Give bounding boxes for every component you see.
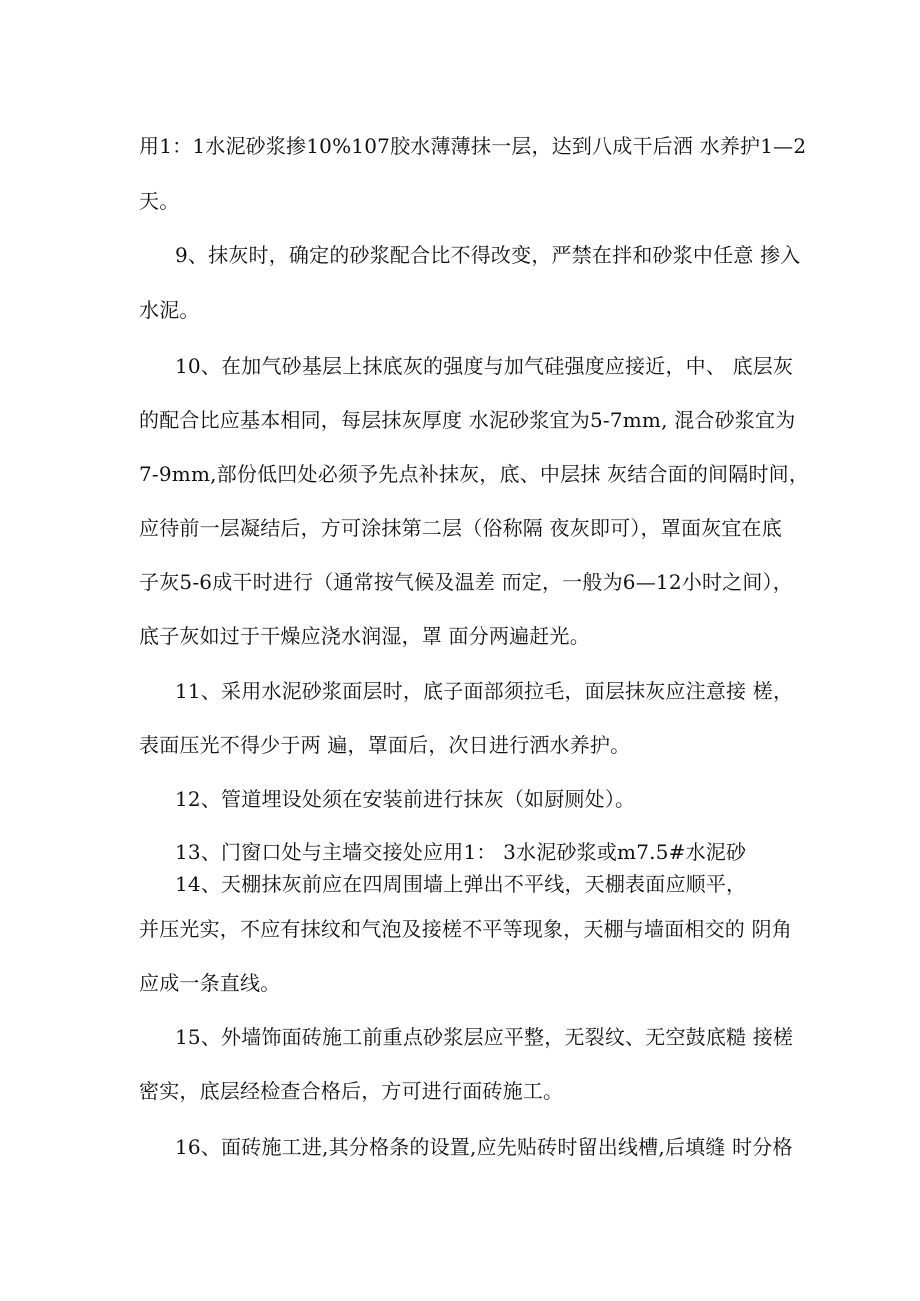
text-line-20: 16、面砖施工进,其分格条的设置,应先贴砖时留出线槽,后填缝 时分格 (175, 1135, 793, 1159)
text-line-13: 12、管道埋设处须在安装前进行抹灰（如厨厕处）。 (175, 787, 636, 811)
text-line-9: 子灰5-6成干时进行（通常按气候及温差 而定，一般为6—12小时之间）， (139, 570, 793, 594)
text-line-2: 天。 (139, 189, 180, 213)
text-line-10: 底子灰如过于干燥应浇水润湿，罩 面分两遍赶光。 (139, 624, 590, 648)
text-line-4: 水泥。 (139, 298, 200, 322)
text-line-15: 14、天棚抹灰前应在四周围墙上弹出不平线，天棚表面应顺平， (175, 872, 747, 896)
text-line-8: 应待前一层凝结后，方可涂抹第二层（俗称隔 夜灰即可），罩面灰宜在底 (139, 516, 782, 540)
text-line-12: 表面压光不得少于两 遍，罩面后，次日进行洒水养护。 (139, 733, 631, 757)
text-line-1: 用1：1水泥砂浆掺10%107胶水薄薄抹一层，达到八成干后洒 水养护1—2 (139, 134, 807, 158)
text-line-7: 7-9mm,部份低凹处必须予先点补抹灰，底、中层抹 灰结合面的间隔时间， (139, 462, 810, 486)
text-line-11: 11、采用水泥砂浆面层时，底子面部须拉毛，面层抹灰应注意接 槎， (175, 679, 794, 703)
text-line-5: 10、在加气砂基层上抹底灰的强度与加气硅强度应接近，中、 底层灰 (175, 354, 794, 378)
text-line-19: 密实，底层经检查合格后，方可进行面砖施工。 (139, 1079, 564, 1103)
text-line-6: 的配合比应基本相同，每层抹灰厚度 水泥砂浆宜为5-7mm, 混合砂浆宜为 (139, 408, 796, 432)
text-line-18: 15、外墙饰面砖施工前重点砂浆层应平整，无裂纹、无空鼓底糙 接槎 (175, 1025, 794, 1049)
text-line-14: 13、门窗口处与主墙交接处应用1： 3水泥砂浆或m7.5#水泥砂 (175, 840, 747, 864)
text-line-16: 并压光实，不应有抹纹和气泡及接槎不平等现象，天棚与墙面相交的 阴角 (139, 917, 792, 941)
text-line-17: 应成一条直线。 (139, 971, 281, 995)
text-line-3: 9、抹灰时，确定的砂浆配合比不得改变，严禁在拌和砂浆中任意 掺入 (175, 243, 801, 267)
